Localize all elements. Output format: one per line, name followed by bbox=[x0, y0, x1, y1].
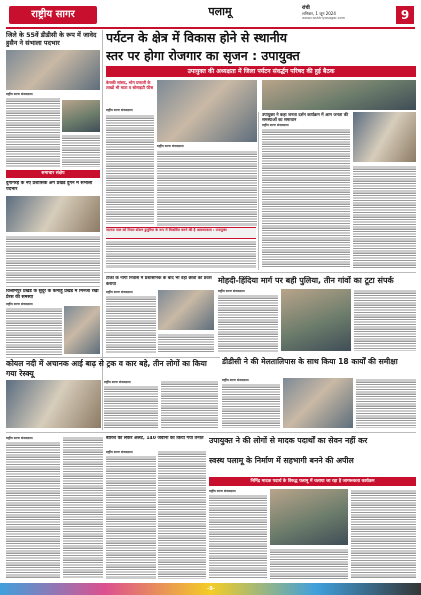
col1-story2-photo bbox=[6, 196, 100, 232]
road-body bbox=[218, 294, 278, 352]
col1-story3-body bbox=[6, 307, 62, 355]
city-name: रांची bbox=[302, 5, 310, 11]
col1-story1-headline: जिले के 55वें डीडीसी के रूप में जावेद हुसैन ने संभाला पदभार bbox=[6, 31, 97, 47]
col1-story3-headline: विश्रामपुर प्रखंड के सुदूर के कमाहू प्रखंड में मिनजा रखी प्रेरस की समस्या bbox=[6, 289, 99, 300]
col1-divider bbox=[6, 286, 100, 287]
road-byline: राष्ट्रीय सागर संवाददाता bbox=[218, 289, 245, 293]
highlight-box bbox=[106, 227, 256, 239]
police-body-2 bbox=[158, 450, 206, 579]
brief-label: समाचार संक्षेप bbox=[6, 170, 100, 178]
masthead-rule bbox=[6, 27, 415, 29]
accident-headline: कोयल नदी में अचानक आई बाढ़ से ट्रक व कार बहे, तीन लोगों का किया गया रेस्क्यू bbox=[6, 359, 207, 378]
ddc-body bbox=[222, 383, 280, 428]
police-body bbox=[106, 455, 156, 579]
tolls-photo bbox=[158, 290, 214, 330]
masthead-dateline bbox=[302, 5, 392, 21]
mid-byline: राष्ट्रीय सागर संवाददाता bbox=[106, 108, 133, 112]
road-body-2 bbox=[354, 289, 416, 351]
col1-story1-body bbox=[6, 97, 60, 167]
footer-page-marker: -9- bbox=[207, 586, 215, 592]
ddc-body-2 bbox=[356, 378, 416, 428]
col1-story1-inset-photo bbox=[62, 100, 100, 132]
lead-subhead: उपायुक्त की अध्यक्षता में जिला पर्यटन संवर्द्धन परिषद की हुई बैठक bbox=[106, 66, 416, 77]
col1-story1-byline: राष्ट्रीय सागर संवाददाता bbox=[6, 92, 33, 96]
col1-story1-photo bbox=[6, 50, 100, 90]
lead-bottom-rule bbox=[104, 272, 416, 273]
page-number: 9 bbox=[400, 8, 410, 22]
website-link[interactable]: www.rashtriyasagar.com bbox=[302, 16, 346, 20]
accident-body bbox=[104, 385, 158, 428]
bottom-lead-photo bbox=[270, 489, 348, 545]
bottom-lead-headline-line1: उपायुक्त ने की लोगों से मादक पदार्थों का सेवन नहीं कर bbox=[209, 436, 368, 445]
accident-body-2 bbox=[161, 380, 218, 428]
col1-story3-photo bbox=[64, 306, 100, 354]
police-headline: बारिश को लेकर अलर्ट, 140 जवानों को किया गया तैनात bbox=[106, 436, 204, 441]
col1-story2-headline: दुर्गागरह के नए प्रशासिक अंग प्रखंड दुगन में संभाला पदभार bbox=[6, 181, 93, 192]
lead-headline-line2: स्तर पर होगा रोजगार का सृजन : उपायुक्त bbox=[106, 48, 300, 63]
brand-banner bbox=[9, 6, 97, 24]
col1-story2-body bbox=[6, 235, 100, 283]
tolls-byline: राष्ट्रीय सागर संवाददाता bbox=[106, 290, 133, 294]
road-photo bbox=[281, 289, 351, 351]
tolls-body-2 bbox=[158, 333, 214, 353]
accident-photo bbox=[6, 380, 101, 428]
mid-body bbox=[106, 114, 154, 224]
right-story-body bbox=[262, 128, 350, 268]
col1-story1-body-2 bbox=[62, 134, 100, 167]
lower-rule bbox=[6, 432, 416, 433]
tolls-body bbox=[106, 295, 156, 353]
highlight-text: जातपा पाल को रियल स्टेशन डुमूरिया के रूप में विकसित करने की है आवश्यकता : उपायुक्त bbox=[106, 228, 227, 232]
col1-story3-byline: राष्ट्रीय सागर संवाददाता bbox=[6, 302, 33, 306]
road-headline: मोहदी-हिंदिया मार्ग पर बही पुलिया, तीन गांवों का टूटा संपर्क bbox=[218, 276, 394, 285]
bottom-lead-byline: राष्ट्रीय सागर संवाददाता bbox=[209, 489, 236, 493]
bottom-lead-body bbox=[209, 494, 267, 579]
bottom-lead-subhead: निर्मिद्र मादक पदार्थ के विरुद्ध पलामू में चलाया जा रहा है जागरूकता कार्यक्रम bbox=[209, 477, 416, 486]
section-title: पलामू bbox=[208, 5, 232, 18]
right-story-photo bbox=[353, 112, 416, 162]
lower-col2-body bbox=[63, 436, 103, 579]
lead-headline-line1: पर्यटन के क्षेत्र में विकास होने से स्थानीय bbox=[106, 30, 287, 45]
mid-kicker: केचकी सांसद, भोग प्रणाली के लाखों भी माता व सोसाइटी फीस bbox=[106, 80, 154, 90]
page-number-badge bbox=[396, 6, 414, 24]
tolls-headline: टीका के नागी निवास में प्रशासनिक के बाद भी वहाँ छात्रों को प्रवेश कराया bbox=[106, 276, 212, 287]
brand-name: राष्ट्रीय सागर bbox=[31, 9, 75, 20]
bottom-lead-headline-line2: स्वस्थ पलामू के निर्माण में सहभागी बनने की अपील bbox=[209, 456, 354, 465]
ddc-headline: डीडीसी ने की मेलतालिपास के साथ किया 18 कार्यों की समीक्षा bbox=[222, 357, 398, 366]
bottom-lead-body-2 bbox=[270, 548, 348, 579]
column-rule bbox=[258, 112, 259, 270]
police-byline: राष्ट्रीय सागर संवाददाता bbox=[106, 450, 133, 454]
lead-photo bbox=[157, 80, 257, 142]
right-photo bbox=[262, 80, 416, 110]
ddc-photo bbox=[283, 378, 353, 428]
right-story-body-2 bbox=[353, 165, 416, 268]
lead-body bbox=[157, 150, 257, 226]
lead-byline: राष्ट्रीय सागर संवाददाता bbox=[157, 144, 184, 148]
accident-byline: राष्ट्रीय सागर संवाददाता bbox=[104, 380, 131, 384]
lower-col1-byline: राष्ट्रीय सागर संवाददाता bbox=[6, 436, 33, 440]
right-story-byline: राष्ट्रीय सागर संवाददाता bbox=[262, 123, 289, 127]
ddc-byline: राष्ट्रीय सागर संवाददाता bbox=[222, 378, 249, 382]
issue-date: शनिवार, 1 जून 2024 bbox=[302, 11, 336, 16]
bottom-lead-body-3 bbox=[351, 489, 416, 579]
lead-body-2 bbox=[106, 240, 256, 268]
lower-col1-body bbox=[6, 441, 60, 579]
accident-rule bbox=[6, 357, 220, 358]
right-story-headline: उपायुक्त ने कहा जनता दर्शन कार्यक्रम में आम जनता की समस्याओं का समाधान bbox=[262, 112, 349, 122]
